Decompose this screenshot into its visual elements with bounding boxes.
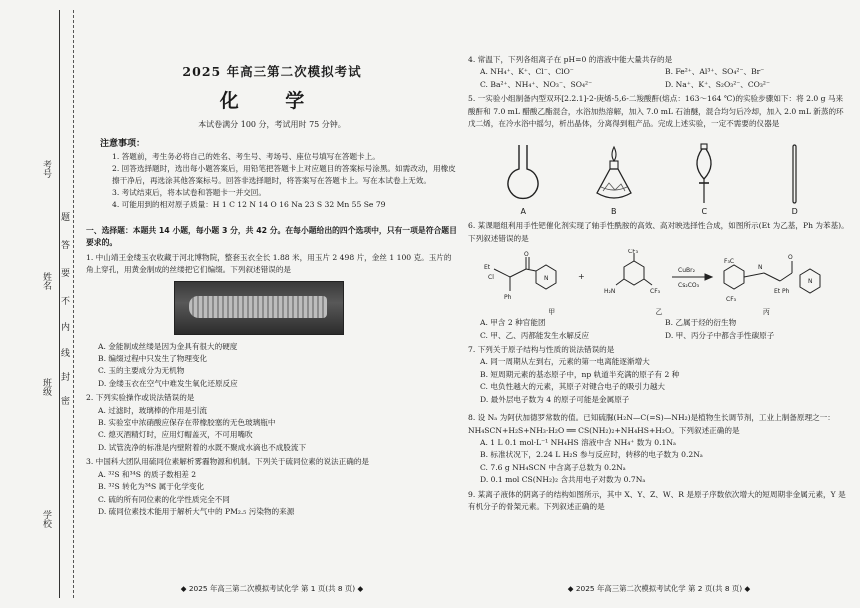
question-4-option: C. Ba²⁺、NH₄⁺、NO₃⁻、SO₄²⁻ <box>480 79 593 89</box>
seal-char: 要 <box>61 264 70 281</box>
apparatus-d <box>760 138 830 216</box>
svg-text:+: + <box>578 272 585 282</box>
question-1-option: D. 金缕玉衣在空气中难发生氧化还原反应 <box>98 378 238 388</box>
question-6-option: B. 乙属于烃的衍生物 <box>665 318 737 328</box>
svg-text:N: N <box>758 264 763 272</box>
section-heading: 一、选择题：本题共 14 小题，每小题 3 分，共 42 分。在每小题给出的四个选项中，只有一项是符合题目要求的。 <box>86 226 457 248</box>
svg-text:CF₃: CF₃ <box>628 249 639 256</box>
svg-text:Et: Et <box>484 264 491 272</box>
question-5-stem: 5. 一实验小组制备内型双环[2.2.1]-2-庚烯-5,6-二羧酸酐(熔点：163～164 ℃)的实验步骤如下：将 2.0 g 马来酸酐和 7.0 mL 醋酸乙酯混合，水浴加热溶解，加入 7.0 mL 石油醚，混合均匀后冷却，加入 2.0 mL 新蒸的环戊二烯，在冷水浴中摇匀，析出晶体，分离得到粗产品。完成上述实验，一定不需要的仪器是 <box>468 94 844 129</box>
question-6-option: D. 甲、丙分子中都含手性碳原子 <box>665 330 775 340</box>
question-8-option: C. 7.6 g NH₄SCN 中含离子总数为 0.2Nₐ <box>480 462 626 472</box>
svg-text:O: O <box>524 251 529 259</box>
binding-line <box>59 10 60 598</box>
glass-rod-icon <box>787 143 803 205</box>
question-8-option: A. 1 L 0.1 mol·L⁻¹ NH₄HS 溶液中含 NH₄⁺ 数为 0.1Nₐ <box>480 437 676 447</box>
svg-text:H₂N: H₂N <box>604 288 616 296</box>
seal-char: 不 <box>61 292 70 309</box>
question-8-option: B. 标准状况下，2.24 L H₂S 参与反应时，转移的电子数为 0.2Nₐ <box>480 450 703 460</box>
apparatus-a <box>488 138 558 216</box>
question-2-option: A. 过滤时，玻璃棒的作用是引流 <box>98 405 208 415</box>
compound-name: 乙 <box>655 308 663 317</box>
question-8-option: D. 0.1 mol CS(NH₂)₂ 含共用电子对数为 0.7Nₐ <box>480 475 646 485</box>
apparatus-label: D <box>791 207 798 217</box>
seal-char: 线 <box>61 344 70 361</box>
svg-text:N: N <box>808 278 813 286</box>
question-3-stem: 3. 中国科大团队用硫同位素解析雾霾物源和机制。下列关于硫同位素的说法正确的是 <box>86 457 370 467</box>
question-7-option: D. 最外层电子数为 4 的原子可能是金属原子 <box>480 394 630 404</box>
svg-text:Et Ph: Et Ph <box>774 288 790 296</box>
question-2-option: D. 试管洗净的标准是内壁附着的水既不聚成水滴也不成股流下 <box>98 442 307 452</box>
svg-text:O: O <box>788 254 793 262</box>
question-8-stem: 8. 设 Nₐ 为阿伏加德罗常数的值。已知硫脲(H₂N—C(=S)—NH₂)是植物生长调节剂，工业上制备原理之一：NH₄SCN+H₂S+NH₃·H₂O ══ CS(NH₂)₂+NH₄HS+H₂O。下列叙述正确的是 <box>468 413 835 435</box>
question-4-option: D. Na⁺、K⁺、S₂O₃²⁻、CO₃²⁻ <box>665 79 770 89</box>
seal-char: 答 <box>61 236 70 253</box>
note-item: 1. 答题前，考生务必将自己的姓名、考生号、考场号、座位号填写在答题卡上。 <box>112 152 380 161</box>
question-3-option: D. 硫同位素技术能用于解析大气中的 PM₂.₅ 污染物的来源 <box>98 506 295 516</box>
apparatus-label: C <box>701 207 708 217</box>
separatory-funnel-icon <box>689 143 719 205</box>
svg-text:Ph: Ph <box>504 294 512 302</box>
note-item: 3. 考试结束后，将本试卷和答题卡一并交回。 <box>112 188 266 197</box>
question-1-stem: 1. 中山靖王金缕玉衣收藏于河北博物院，整套玉衣全长 1.88 米，用玉片 2 498 片，金丝 1 100 克。玉片的角上穿孔，用黄金制成的丝缕把它们编缀。下列叙述错误的是 <box>86 252 452 275</box>
alcohol-lamp-icon <box>589 143 639 205</box>
question-6-options <box>468 317 850 342</box>
apparatus-row <box>478 138 840 216</box>
question-1-option: A. 金能制成丝缕是因为金具有很大的硬度 <box>98 341 238 351</box>
round-bottom-flask-icon <box>503 143 543 205</box>
exam-title: 2025 年高三第二次模拟考试 <box>182 64 362 79</box>
seal-char: 密 <box>61 392 70 409</box>
svg-text:CF₃: CF₃ <box>726 296 737 304</box>
question-4-option: A. NH₄⁺、K⁺、Cl⁻、ClO⁻ <box>480 67 574 77</box>
svg-text:N: N <box>544 275 549 283</box>
exam-meta: 本试卷满分 100 分，考试用时 75 分钟。 <box>198 120 346 129</box>
page-2-footer: ◆ 2025 年高三第二次模拟考试化学 第 2 页(共 8 页) ◆ <box>567 584 751 593</box>
apparatus-label: A <box>520 207 526 217</box>
compound-name: 丙 <box>762 308 770 317</box>
question-7-option: C. 电负性越大的元素，其原子对键合电子的吸引力越大 <box>480 382 666 392</box>
page-1 <box>86 0 458 608</box>
note-item: 2. 回答选择题时，选出每小题答案后，用铅笔把答题卡上对应题目的答案标号涂黑。如需改动，用橡皮擦干净后，再选涂其他答案标号。回答非选择题时，将答案写在答题卡上。写在本试卷上无效。 <box>112 164 456 185</box>
question-6-option: C. 甲、乙、丙都能发生水解反应 <box>480 330 590 340</box>
note-item: 4. 可能用到的相对原子质量：H 1 C 12 N 14 O 16 Na 23 S 32 Mn 55 Se 79 <box>112 200 386 209</box>
question-1-option: C. 玉的主要成分为无机物 <box>98 366 185 376</box>
notes-heading: 注意事项： <box>100 139 146 149</box>
question-9-stem: 9. 某离子液体的阴离子的结构如图所示，其中 X、Y、Z、W、R 是原子序数依次增大的短周期非金属元素，Y 是有机分子的骨架元素。下列叙述正确的是 <box>468 489 846 511</box>
scheme-compound-names <box>468 307 850 317</box>
svg-text:CF₃: CF₃ <box>650 288 661 296</box>
jade-suit-photo <box>174 281 344 335</box>
binding-margin <box>0 0 80 608</box>
question-3-option: C. 硫的所有同位素的化学性质完全不同 <box>98 494 230 504</box>
seal-line <box>73 10 74 598</box>
seal-char: 内 <box>61 318 70 335</box>
page-2 <box>468 0 850 608</box>
reaction-scheme <box>468 249 850 305</box>
question-6-stem: 6. 某课题组利用手性钯催化剂实现了轴手性酰胺的高效、高对映选择性合成，如图所示(Et 为乙基，Ph 为苯基)。下列叙述错误的是 <box>468 221 849 243</box>
question-2-option: C. 熄灭酒精灯时，应用灯帽盖灭，不可用嘴吹 <box>98 430 253 440</box>
question-3-option: B. ³²S 转化为³⁴S 属于化学变化 <box>98 482 205 492</box>
question-7-option: A. 同一周期从左到右，元素的第一电离能逐渐增大 <box>480 357 650 367</box>
question-7-option: B. 短周期元素的基态原子中，np 轨道半充满的原子有 2 种 <box>480 369 680 379</box>
question-3-option: A. ³²S 和³⁴S 的质子数相差 2 <box>98 469 197 479</box>
field-class: 班级 <box>41 378 51 396</box>
subject-title: 化 学 <box>219 90 325 112</box>
page-1-footer: ◆ 2025 年高三第二次模拟考试化学 第 1 页(共 8 页) ◆ <box>180 584 364 593</box>
question-7-stem: 7. 下列关于原子结构与性质的说法错误的是 <box>468 345 615 355</box>
svg-text:Cs₂CO₃: Cs₂CO₃ <box>678 282 700 290</box>
seal-char: 题 <box>61 208 70 225</box>
seal-char: 封 <box>61 368 70 385</box>
field-school: 学校 <box>41 510 51 528</box>
field-exam-number: 考号 <box>41 160 51 178</box>
field-name: 姓名 <box>41 272 51 290</box>
svg-text:F₃C: F₃C <box>724 258 735 266</box>
question-4-option: B. Fe²⁺、Al³⁺、SO₄²⁻、Br⁻ <box>665 67 765 77</box>
apparatus-label: B <box>611 207 617 217</box>
question-2-stem: 2. 下列实验操作或说法错误的是 <box>86 393 195 403</box>
apparatus-c <box>669 138 739 216</box>
question-4-stem: 4. 常温下，下列各组离子在 pH=0 的溶液中能大量共存的是 <box>468 55 673 64</box>
compound-name: 甲 <box>548 308 556 317</box>
reaction-scheme-drawing <box>474 249 844 305</box>
apparatus-b <box>579 138 649 216</box>
question-1-option: B. 编缀过程中只发生了物理变化 <box>98 354 208 364</box>
question-2-option: B. 实验室中浓硝酸应保存在带橡胶塞的无色玻璃瓶中 <box>98 418 276 428</box>
question-4-options <box>468 66 850 91</box>
question-6-option: A. 甲含 2 种官能团 <box>480 318 546 328</box>
svg-text:Cl: Cl <box>488 274 494 282</box>
svg-text:CuBr₂: CuBr₂ <box>678 267 695 275</box>
